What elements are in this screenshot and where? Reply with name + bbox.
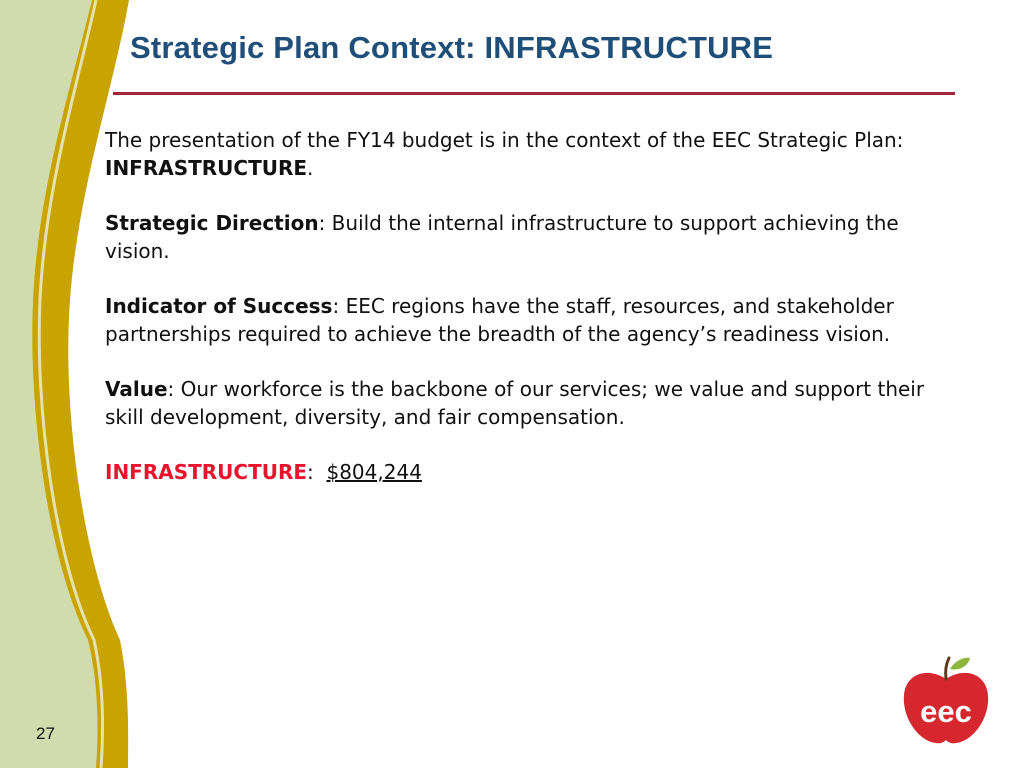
intro-end: . <box>307 156 314 180</box>
indicator-paragraph <box>105 292 925 348</box>
strategic-direction-text: : Build the internal infrastructure to support achieving the vision. <box>105 211 899 263</box>
intro-paragraph <box>105 126 925 182</box>
intro-emphasis: INFRASTRUCTURE <box>105 156 308 180</box>
strategic-direction-label: Strategic Direction <box>105 211 319 235</box>
value-text: : Our workforce is the backbone of our services; we value and support their skill development, diversity, and fair compensation. <box>105 377 925 429</box>
eec-logo <box>898 655 994 747</box>
value-label: Value <box>105 377 168 401</box>
strategic-direction-paragraph <box>105 209 925 265</box>
slide-body <box>105 126 925 513</box>
infrastructure-total-separator: : <box>307 460 327 484</box>
slide-title: Strategic Plan Context: INFRASTRUCTURE <box>130 30 774 65</box>
title-divider <box>113 92 955 95</box>
value-paragraph <box>105 375 925 431</box>
logo-text: eec <box>920 694 972 729</box>
intro-text: The presentation of the FY14 budget is in the context of the EEC Strategic Plan: <box>105 128 904 152</box>
infrastructure-total-amount: $804,244 <box>326 460 422 484</box>
infrastructure-total <box>105 458 925 486</box>
page-number: 27 <box>36 724 55 743</box>
infrastructure-total-label: INFRASTRUCTURE <box>105 460 308 484</box>
indicator-text: : EEC regions have the staff, resources, and stakeholder partnerships required to achieve the breadth of the agency’s readiness vision. <box>105 294 894 346</box>
indicator-label: Indicator of Success <box>105 294 333 318</box>
